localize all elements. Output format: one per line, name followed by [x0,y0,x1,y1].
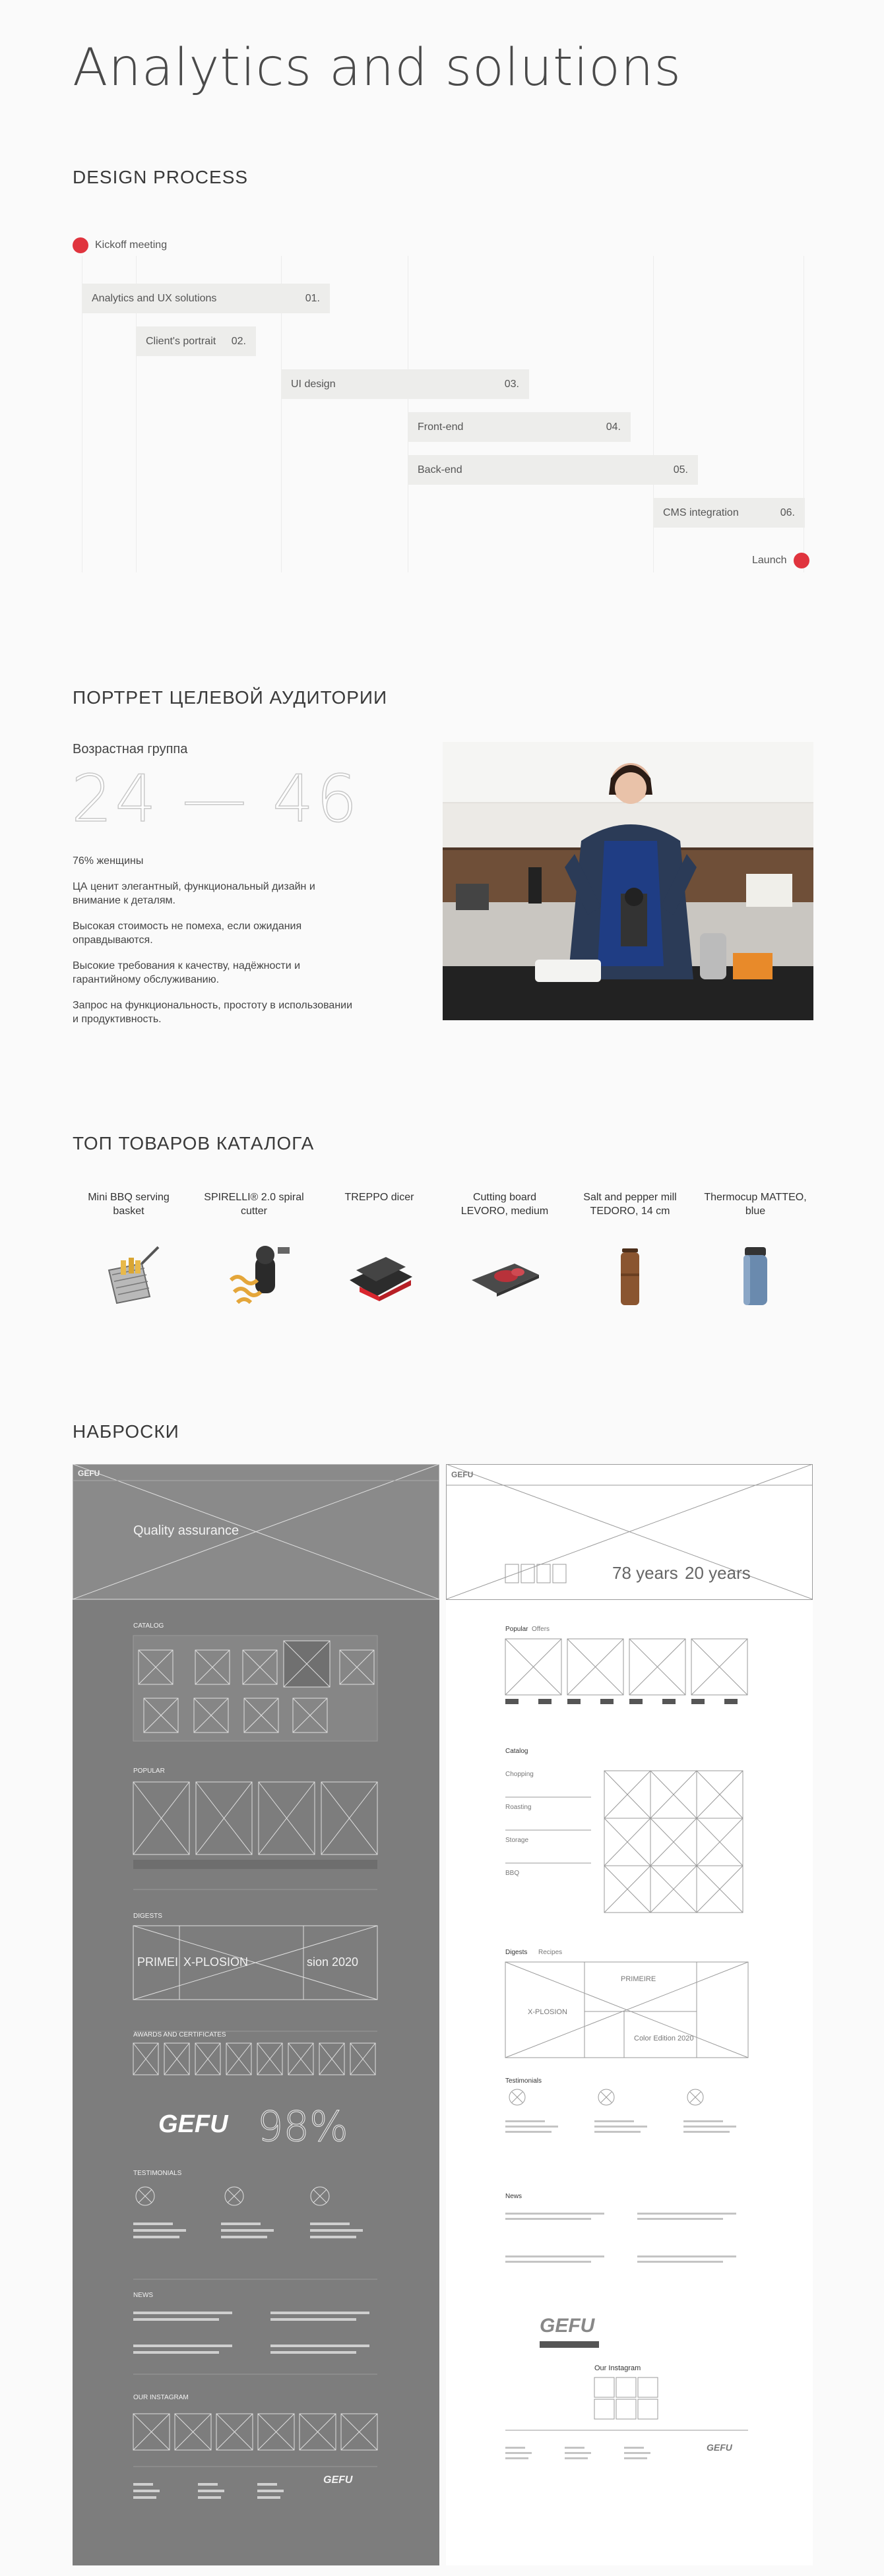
light-wf-digest-year: Color Edition 2020 [634,2035,694,2042]
launch-milestone [752,553,809,568]
milestone-dot-icon [73,237,88,253]
light-wf-catalog-item: Roasting [505,1804,532,1811]
design-process-heading: DESIGN PROCESS [73,167,249,187]
light-wf-catalog-item: BBQ [505,1870,520,1877]
product-card[interactable] [73,1190,185,1313]
dark-wf-digest-mid: X-PLOSION [183,1955,249,1969]
light-wf-digest-mid: X-PLOSION [528,2008,567,2016]
fact-item: 76% женщины [73,855,144,867]
audience-photo [443,742,813,1020]
phase-number: 05. [673,464,688,475]
light-wf-testimonials: Testimonials [505,2077,542,2085]
phase-bar-3 [281,369,529,399]
light-wf-popular: Popular [505,1626,528,1633]
fact-item: Высокие требования к качеству, надёжности и гарантийному обслуживанию. [73,960,301,985]
pepper-mill-icon [590,1234,670,1313]
milestone-dot-icon [794,553,809,568]
age-group-label: Возрастная группа [73,742,188,756]
dark-wf-digests: DIGESTS [133,1913,162,1920]
phase-bar-4 [408,412,631,442]
sketches-heading: НАБРОСКИ [73,1421,179,1442]
light-wf-brand: GEFU [540,2315,595,2337]
product-name: Cutting board LEVORO, medium [460,1192,549,1217]
phase-label: Front-end [418,421,464,433]
products-row [73,1190,811,1313]
dark-wireframe-drawing [73,1464,439,2565]
light-wf-catalog: Catalog [505,1748,528,1755]
product-card[interactable] [323,1190,435,1313]
dark-wf-awards: AWARDS AND CERTIFICATES [133,2031,226,2039]
light-wf-years-1: 78 years [612,1563,678,1583]
light-wf-news: News [505,2193,522,2200]
fact-item: ЦА ценит элегантный, функциональный дизайн и внимание к деталям. [73,881,315,906]
light-wf-catalog-item: Storage [505,1837,529,1844]
spiral-cutter-icon [214,1234,294,1313]
dark-wireframe [73,1464,439,2565]
phase-number: 03. [504,378,519,390]
phase-label: Analytics and UX solutions [92,292,217,304]
product-card[interactable] [574,1190,686,1313]
phase-number: 01. [305,292,320,304]
product-name: SPIRELLI® 2.0 spiral cutter [204,1192,304,1217]
dark-wf-percent: 98% [257,2102,348,2151]
light-wf-instagram: Our Instagram [594,2364,641,2372]
phase-bar-6 [653,498,805,528]
light-wireframe-drawing [446,1464,813,2565]
light-wireframe [446,1464,813,2565]
page-title: Analytics and solutions [73,38,682,98]
dark-wf-hero: Quality assurance [133,1523,239,1538]
dark-wf-logo: GEFU [78,1469,100,1478]
phase-label: Client's portrait [146,335,216,347]
product-name: Mini BBQ serving basket [88,1192,170,1217]
dark-wf-brand: GEFU [158,2110,228,2138]
kickoff-label: Kickoff meeting [95,239,168,251]
phase-number: 04. [606,421,621,433]
audience-facts [73,854,356,1038]
dark-wf-catalog: CATALOG [133,1622,164,1630]
phase-bar-5 [408,455,698,485]
product-name: Thermocup MATTEO, blue [704,1192,807,1217]
thermocup-icon [716,1234,795,1313]
dark-wf-instagram: OUR INSTAGRAM [133,2394,189,2401]
audience-heading: ПОРТРЕТ ЦЕЛЕВОЙ АУДИТОРИИ [73,687,388,708]
light-wf-footer-logo: GEFU [707,2442,732,2453]
basket-icon [89,1234,168,1313]
phase-number: 02. [231,335,246,347]
dark-wf-news: NEWS [133,2292,153,2299]
dark-wf-digest-primary: PRIMEI [137,1955,179,1969]
light-wf-catalog-item: Chopping [505,1771,534,1778]
fact-item: Запрос на функциональность, простоту в использовании и продуктивность. [73,1000,353,1025]
fact-item: Высокая стоимость не помеха, если ожидания оправдываются. [73,921,302,946]
kickoff-milestone [73,237,167,253]
woman-cooking-image [443,742,813,1020]
top-products-heading: ТОП ТОВАРОВ КАТАЛОГА [73,1133,315,1153]
phase-label: UI design [291,378,336,390]
light-wf-years-2: 20 years [685,1563,751,1583]
phase-number: 06. [780,506,795,518]
dark-wf-digest-year: sion 2020 [307,1955,359,1969]
phase-bar-1 [82,284,330,313]
light-wf-digest-primary: PRIMEIRE [621,1975,656,1983]
light-wf-digests: Digests [505,1949,528,1956]
dark-wf-popular: POPULAR [133,1767,165,1775]
light-wf-logo: GEFU [451,1470,474,1479]
phase-bar-2 [136,326,256,356]
product-card[interactable] [699,1190,811,1313]
cutting-board-icon [465,1234,544,1313]
light-wf-offers: Offers [532,1626,550,1633]
phase-label: Back-end [418,464,462,475]
product-card[interactable] [449,1190,561,1313]
light-wf-recipes: Recipes [538,1949,563,1956]
dark-wf-testimonials: TESTIMONIALS [133,2170,182,2177]
product-card[interactable] [198,1190,310,1313]
design-process-timeline [73,237,811,567]
product-name: Salt and pepper mill TEDORO, 14 cm [583,1192,677,1217]
dark-wf-footer-logo: GEFU [323,2474,353,2486]
product-name: TREPPO dicer [344,1192,414,1203]
age-range: 24 — 46 [71,762,360,837]
launch-label: Launch [752,555,787,566]
phase-label: CMS integration [663,506,739,518]
dicer-icon [340,1234,419,1313]
